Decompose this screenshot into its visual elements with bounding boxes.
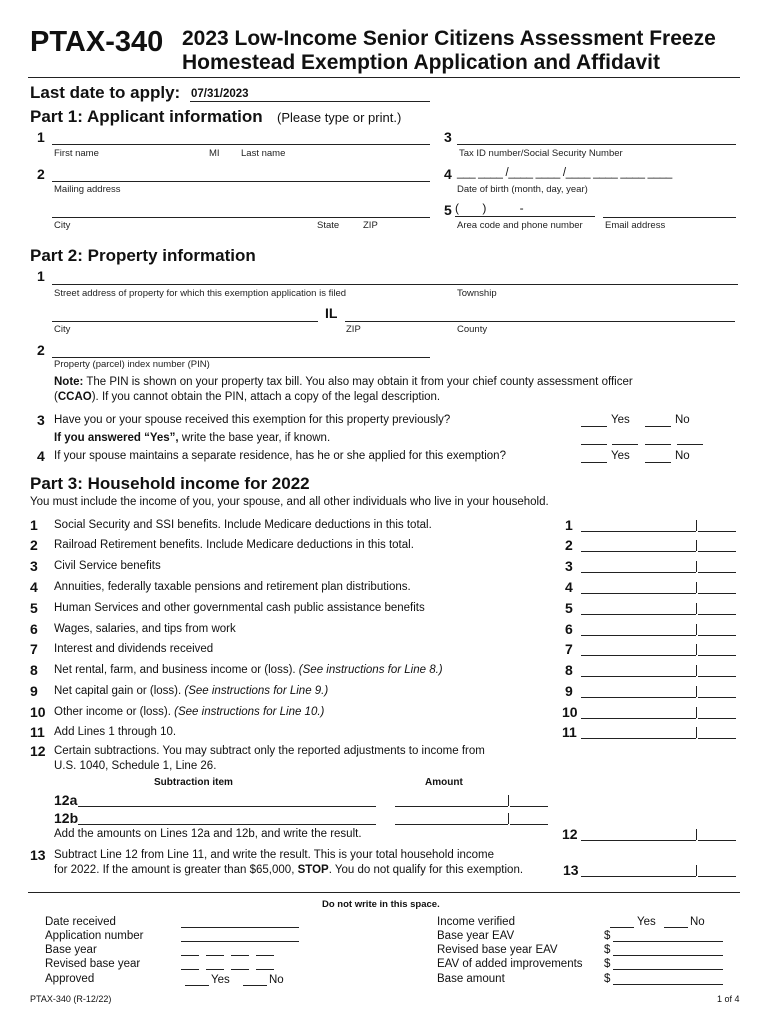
office-revised-base-year: Revised base year bbox=[45, 958, 141, 970]
income-amount-dollars[interactable] bbox=[581, 551, 696, 552]
office-rev-year-d1[interactable] bbox=[181, 969, 199, 970]
income-line-num-right: 9 bbox=[565, 683, 573, 699]
income-line-instructions: (See instructions for Line 8.) bbox=[298, 664, 443, 676]
office-income-verified: Income verified bbox=[437, 916, 515, 928]
part3-intro: You must include the income of you, your spouse, and all other individuals who live in your household. bbox=[30, 496, 549, 508]
l13-pre: for 2022. If the amount is greater than $65,000, bbox=[54, 864, 298, 876]
income-amount-cents[interactable] bbox=[698, 738, 736, 739]
last-date-underline bbox=[190, 101, 430, 102]
form-title-line2: Homestead Exemption Application and Affidavit bbox=[182, 51, 660, 74]
income-line-text bbox=[54, 581, 411, 593]
q3-yes-label: Yes bbox=[611, 414, 630, 426]
income-amount-sep bbox=[696, 624, 697, 635]
income-amount-dollars[interactable] bbox=[581, 635, 696, 636]
office-date-received-field[interactable] bbox=[181, 927, 299, 928]
base-year-d1[interactable] bbox=[581, 444, 607, 445]
income-amount-dollars[interactable] bbox=[581, 572, 696, 573]
l12-add-text: Add the amounts on Lines 12a and 12b, and write the result. bbox=[54, 828, 362, 840]
pin-note-line2 bbox=[54, 391, 440, 403]
dollar-sign-1: $ bbox=[604, 930, 611, 942]
office-revised-eav: Revised base year EAV bbox=[437, 944, 558, 956]
q4-yes-blank[interactable] bbox=[581, 462, 607, 463]
cap-taxid: Tax ID number/Social Security Number bbox=[459, 148, 623, 159]
income-line-num-right: 2 bbox=[565, 537, 573, 553]
l12-total-cents[interactable] bbox=[698, 840, 736, 841]
cap-prop-city: City bbox=[54, 324, 71, 335]
l13-num: 13 bbox=[30, 847, 46, 863]
income-amount-sep bbox=[696, 686, 697, 697]
l12-num: 12 bbox=[30, 743, 46, 759]
email-field[interactable] bbox=[603, 203, 736, 218]
income-line-desc: Human Services and other governmental cash public assistance benefits bbox=[54, 602, 425, 614]
office-rev-year-d3[interactable] bbox=[231, 969, 249, 970]
pin-note-line1 bbox=[54, 376, 633, 388]
cap-mailing: Mailing address bbox=[54, 184, 121, 195]
street-field[interactable] bbox=[52, 270, 738, 285]
office-approved-no: No bbox=[269, 974, 284, 986]
mailing-field[interactable] bbox=[52, 167, 430, 182]
l13-total-sep bbox=[696, 865, 697, 876]
income-amount-sep bbox=[696, 603, 697, 614]
income-amount-dollars[interactable] bbox=[581, 531, 696, 532]
note-text: The PIN is shown on your property tax bill. You also may obtain it from your chief county assessment officer bbox=[83, 376, 633, 388]
income-line-num-right: 3 bbox=[565, 558, 573, 574]
q4-no-label: No bbox=[675, 450, 690, 462]
part3-title: Part 3: Household income for 2022 bbox=[30, 474, 310, 493]
note-paren-open: ( bbox=[54, 391, 58, 403]
income-line-text bbox=[54, 519, 432, 531]
base-year-d2[interactable] bbox=[612, 444, 638, 445]
prop-city-field[interactable] bbox=[52, 307, 318, 322]
income-amount-cents[interactable] bbox=[698, 531, 736, 532]
q3-sub-bold: If you answered “Yes”, bbox=[54, 432, 179, 444]
income-line-num: 11 bbox=[30, 724, 45, 740]
income-line-num: 6 bbox=[30, 621, 38, 637]
office-app-number: Application number bbox=[45, 930, 144, 942]
income-amount-sep bbox=[696, 582, 697, 593]
office-date-received: Date received bbox=[45, 916, 116, 928]
l13-text1: Subtract Line 12 from Line 11, and write the result. This is your total household income bbox=[54, 849, 495, 861]
q4-no-blank[interactable] bbox=[645, 462, 671, 463]
last-date-label: Last date to apply: bbox=[30, 83, 181, 102]
income-line-num: 9 bbox=[30, 683, 38, 699]
q4-yes-label: Yes bbox=[611, 450, 630, 462]
cap-prop-zip: ZIP bbox=[346, 324, 361, 335]
office-base-year-d4[interactable] bbox=[256, 955, 274, 956]
l13-post: . You do not qualify for this exemption. bbox=[328, 864, 524, 876]
q3-yes-blank[interactable] bbox=[581, 426, 607, 427]
city-state-zip-field[interactable] bbox=[52, 203, 430, 218]
income-line-num-right: 4 bbox=[565, 579, 573, 595]
cap-dob: Date of birth (month, day, year) bbox=[457, 184, 588, 195]
income-line-num-right: 10 bbox=[562, 704, 578, 720]
cap-last-name: Last name bbox=[241, 148, 286, 159]
office-approved-no-blank[interactable] bbox=[243, 985, 267, 986]
cap-county: County bbox=[457, 324, 488, 335]
dollar-sign-4: $ bbox=[604, 973, 611, 985]
office-rev-year-d4[interactable] bbox=[256, 969, 274, 970]
income-amount-dollars[interactable] bbox=[581, 738, 696, 739]
l12-total-num: 12 bbox=[562, 826, 578, 842]
part1-title: Part 1: Applicant information bbox=[30, 107, 263, 126]
income-line-text bbox=[54, 623, 236, 635]
taxid-field[interactable] bbox=[457, 130, 736, 145]
office-approved-yes: Yes bbox=[211, 974, 230, 986]
last-date-value: 07/31/2023 bbox=[191, 88, 249, 100]
income-line-desc: Net capital gain or (loss). bbox=[54, 685, 185, 697]
income-line-text bbox=[54, 539, 414, 551]
q4-text: If your spouse maintains a separate residence, has he or she applied for this exemption? bbox=[54, 450, 506, 462]
p1-line4-num: 4 bbox=[444, 166, 452, 182]
cap-email: Email address bbox=[605, 220, 666, 231]
income-amount-cents[interactable] bbox=[698, 593, 736, 594]
income-line-desc: Add Lines 1 through 10. bbox=[54, 726, 177, 738]
footer-form-rev: PTAX-340 (R-12/22) bbox=[30, 994, 112, 1004]
income-line-text bbox=[54, 602, 425, 614]
office-income-no-blank[interactable] bbox=[664, 927, 688, 928]
income-line-num: 2 bbox=[30, 537, 38, 553]
office-base-year-d1[interactable] bbox=[181, 955, 199, 956]
office-base-eav-field[interactable] bbox=[613, 941, 723, 942]
header-rule bbox=[28, 77, 740, 78]
l13-total-cents[interactable] bbox=[698, 876, 736, 877]
phone-field[interactable]: ( ) - bbox=[455, 201, 524, 215]
income-line-text bbox=[54, 685, 328, 697]
office-income-yes-blank[interactable] bbox=[610, 927, 634, 928]
income-line-text bbox=[54, 726, 176, 738]
income-amount-sep bbox=[696, 561, 697, 572]
cap-first-name: First name bbox=[54, 148, 99, 159]
cap-state: State bbox=[317, 220, 340, 231]
income-amount-cents[interactable] bbox=[698, 572, 736, 573]
l13-stop: STOP bbox=[297, 864, 329, 876]
income-line-num: 5 bbox=[30, 600, 38, 616]
office-base-amount: Base amount bbox=[437, 973, 505, 985]
l13-text2 bbox=[54, 864, 523, 876]
office-approved-yes-blank[interactable] bbox=[185, 985, 209, 986]
office-eav-impr-field[interactable] bbox=[613, 969, 723, 970]
income-amount-sep bbox=[696, 520, 697, 531]
office-revised-eav-field[interactable] bbox=[613, 955, 723, 956]
income-amount-cents[interactable] bbox=[698, 635, 736, 636]
amount-header: Amount bbox=[425, 777, 463, 788]
base-year-d4[interactable] bbox=[677, 444, 703, 445]
l12b-amount-cents[interactable] bbox=[510, 824, 548, 825]
part1-subtitle: (Please type or print.) bbox=[277, 110, 402, 125]
note-text2: ). If you cannot obtain the PIN, attach a copy of the legal description. bbox=[91, 391, 441, 403]
income-amount-dollars[interactable] bbox=[581, 676, 696, 677]
p2-line4-num: 4 bbox=[37, 448, 45, 464]
income-line-text bbox=[54, 560, 161, 572]
income-line-num: 4 bbox=[30, 579, 38, 595]
q3-text: Have you or your spouse received this exemption for this property previously? bbox=[54, 414, 451, 426]
dob-field[interactable]: ___ ____ /____ ____ /____ ____ ____ ____ bbox=[457, 167, 673, 179]
income-line-desc: Other income or (loss). bbox=[54, 706, 175, 718]
base-year-d3[interactable] bbox=[645, 444, 671, 445]
income-amount-dollars[interactable] bbox=[581, 697, 696, 698]
cap-township: Township bbox=[457, 288, 497, 299]
income-line-num-right: 8 bbox=[565, 662, 573, 678]
p1-line3-num: 3 bbox=[444, 129, 452, 145]
income-amount-sep bbox=[696, 540, 697, 551]
income-line-num-right: 11 bbox=[562, 724, 577, 740]
il-label: IL bbox=[325, 305, 338, 321]
income-amount-cents[interactable] bbox=[698, 551, 736, 552]
income-line-num: 10 bbox=[30, 704, 46, 720]
q3-sub-text: write the base year, if known. bbox=[178, 432, 331, 444]
income-line-num: 7 bbox=[30, 641, 38, 657]
l12-total-dollars[interactable] bbox=[581, 840, 696, 841]
note-ccao: CCAO bbox=[57, 391, 92, 403]
l12a-amount-dollars[interactable] bbox=[395, 806, 508, 807]
l12a-amount-cents[interactable] bbox=[510, 806, 548, 807]
l12a-label: 12a bbox=[54, 792, 78, 808]
p2-line1-num: 1 bbox=[37, 268, 45, 284]
cap-city: City bbox=[54, 220, 71, 231]
income-amount-cents[interactable] bbox=[698, 697, 736, 698]
l12b-item-field[interactable] bbox=[78, 824, 376, 825]
p2-line2-num: 2 bbox=[37, 342, 45, 358]
form-id: PTAX-340 bbox=[30, 26, 164, 58]
income-line-desc: Civil Service benefits bbox=[54, 560, 161, 572]
l12b-amount-dollars[interactable] bbox=[395, 824, 508, 825]
income-line-num: 8 bbox=[30, 662, 38, 678]
income-line-instructions: (See instructions for Line 9.) bbox=[184, 685, 329, 697]
income-line-num-right: 1 bbox=[565, 517, 573, 533]
footer-page: 1 of 4 bbox=[717, 994, 740, 1004]
income-amount-cents[interactable] bbox=[698, 676, 736, 677]
income-amount-sep bbox=[696, 644, 697, 655]
office-base-year-d2[interactable] bbox=[206, 955, 224, 956]
income-line-num: 3 bbox=[30, 558, 38, 574]
l12a-sep bbox=[508, 795, 509, 806]
sub-item-header: Subtraction item bbox=[154, 777, 233, 788]
office-app-number-field[interactable] bbox=[181, 941, 299, 942]
income-line-desc: Railroad Retirement benefits. Include Medicare deductions in this total. bbox=[54, 539, 414, 551]
q3-sub bbox=[54, 432, 330, 444]
office-approved: Approved bbox=[45, 973, 95, 985]
l12-text2: U.S. 1040, Schedule 1, Line 26. bbox=[54, 760, 217, 772]
phone-underline bbox=[455, 216, 595, 217]
income-line-text bbox=[54, 643, 213, 655]
income-amount-sep bbox=[696, 707, 697, 718]
office-rule bbox=[28, 892, 740, 893]
office-income-no: No bbox=[690, 916, 705, 928]
income-amount-dollars[interactable] bbox=[581, 614, 696, 615]
part2-title: Part 2: Property information bbox=[30, 246, 256, 265]
p2-line3-num: 3 bbox=[37, 412, 45, 428]
p1-line5-num: 5 bbox=[444, 202, 452, 218]
form-title-line1: 2023 Low-Income Senior Citizens Assessment Freeze bbox=[182, 27, 716, 50]
income-amount-cents[interactable] bbox=[698, 718, 736, 719]
income-amount-cents[interactable] bbox=[698, 614, 736, 615]
office-base-amount-field[interactable] bbox=[613, 984, 723, 985]
l12-total-sep bbox=[696, 829, 697, 840]
cap-phone: Area code and phone number bbox=[457, 220, 583, 231]
cap-pin: Property (parcel) index number (PIN) bbox=[54, 359, 210, 370]
l12a-item-field[interactable] bbox=[78, 806, 376, 807]
dollar-sign-2: $ bbox=[604, 944, 611, 956]
income-amount-sep bbox=[696, 665, 697, 676]
cap-mi: MI bbox=[209, 148, 220, 159]
l12-text1: Certain subtractions. You may subtract only the reported adjustments to income from bbox=[54, 745, 485, 757]
cap-street: Street address of property for which this exemption application is filed bbox=[54, 288, 347, 299]
income-line-text bbox=[54, 664, 443, 676]
income-line-desc: Social Security and SSI benefits. Include Medicare deductions in this total. bbox=[54, 519, 432, 531]
office-income-yes: Yes bbox=[637, 916, 656, 928]
office-eav-improvements: EAV of added improvements bbox=[437, 958, 583, 970]
income-amount-cents[interactable] bbox=[698, 655, 736, 656]
zip-county-field[interactable] bbox=[345, 307, 735, 322]
pin-field[interactable] bbox=[52, 343, 430, 358]
dollar-sign-3: $ bbox=[604, 958, 611, 970]
q3-no-label: No bbox=[675, 414, 690, 426]
office-base-year: Base year bbox=[45, 944, 97, 956]
income-line-num-right: 6 bbox=[565, 621, 573, 637]
l13-total-num: 13 bbox=[563, 862, 579, 878]
p1-line2-num: 2 bbox=[37, 166, 45, 182]
income-line-text bbox=[54, 706, 324, 718]
income-line-desc: Annuities, federally taxable pensions and retirement plan distributions. bbox=[54, 581, 411, 593]
income-amount-dollars[interactable] bbox=[581, 593, 696, 594]
income-amount-sep bbox=[696, 727, 697, 738]
office-title: Do not write in this space. bbox=[322, 899, 440, 910]
note-label: Note: bbox=[54, 376, 84, 388]
income-line-desc: Net rental, farm, and business income or (loss). bbox=[54, 664, 299, 676]
income-line-num-right: 7 bbox=[565, 641, 573, 657]
l12b-sep bbox=[508, 813, 509, 824]
office-base-year-eav: Base year EAV bbox=[437, 930, 515, 942]
income-line-num: 1 bbox=[30, 517, 38, 533]
l12b-label: 12b bbox=[54, 810, 79, 826]
name-field[interactable] bbox=[52, 130, 430, 145]
income-line-num-right: 5 bbox=[565, 600, 573, 616]
office-rev-year-d2[interactable] bbox=[206, 969, 224, 970]
income-line-instructions: (See instructions for Line 10.) bbox=[174, 706, 325, 718]
income-amount-dollars[interactable] bbox=[581, 718, 696, 719]
p1-line1-num: 1 bbox=[37, 129, 45, 145]
l13-total-dollars[interactable] bbox=[581, 876, 696, 877]
income-line-desc: Interest and dividends received bbox=[54, 643, 214, 655]
income-line-desc: Wages, salaries, and tips from work bbox=[54, 623, 236, 635]
q3-no-blank[interactable] bbox=[645, 426, 671, 427]
income-amount-dollars[interactable] bbox=[581, 655, 696, 656]
office-base-year-d3[interactable] bbox=[231, 955, 249, 956]
cap-zip: ZIP bbox=[363, 220, 378, 231]
